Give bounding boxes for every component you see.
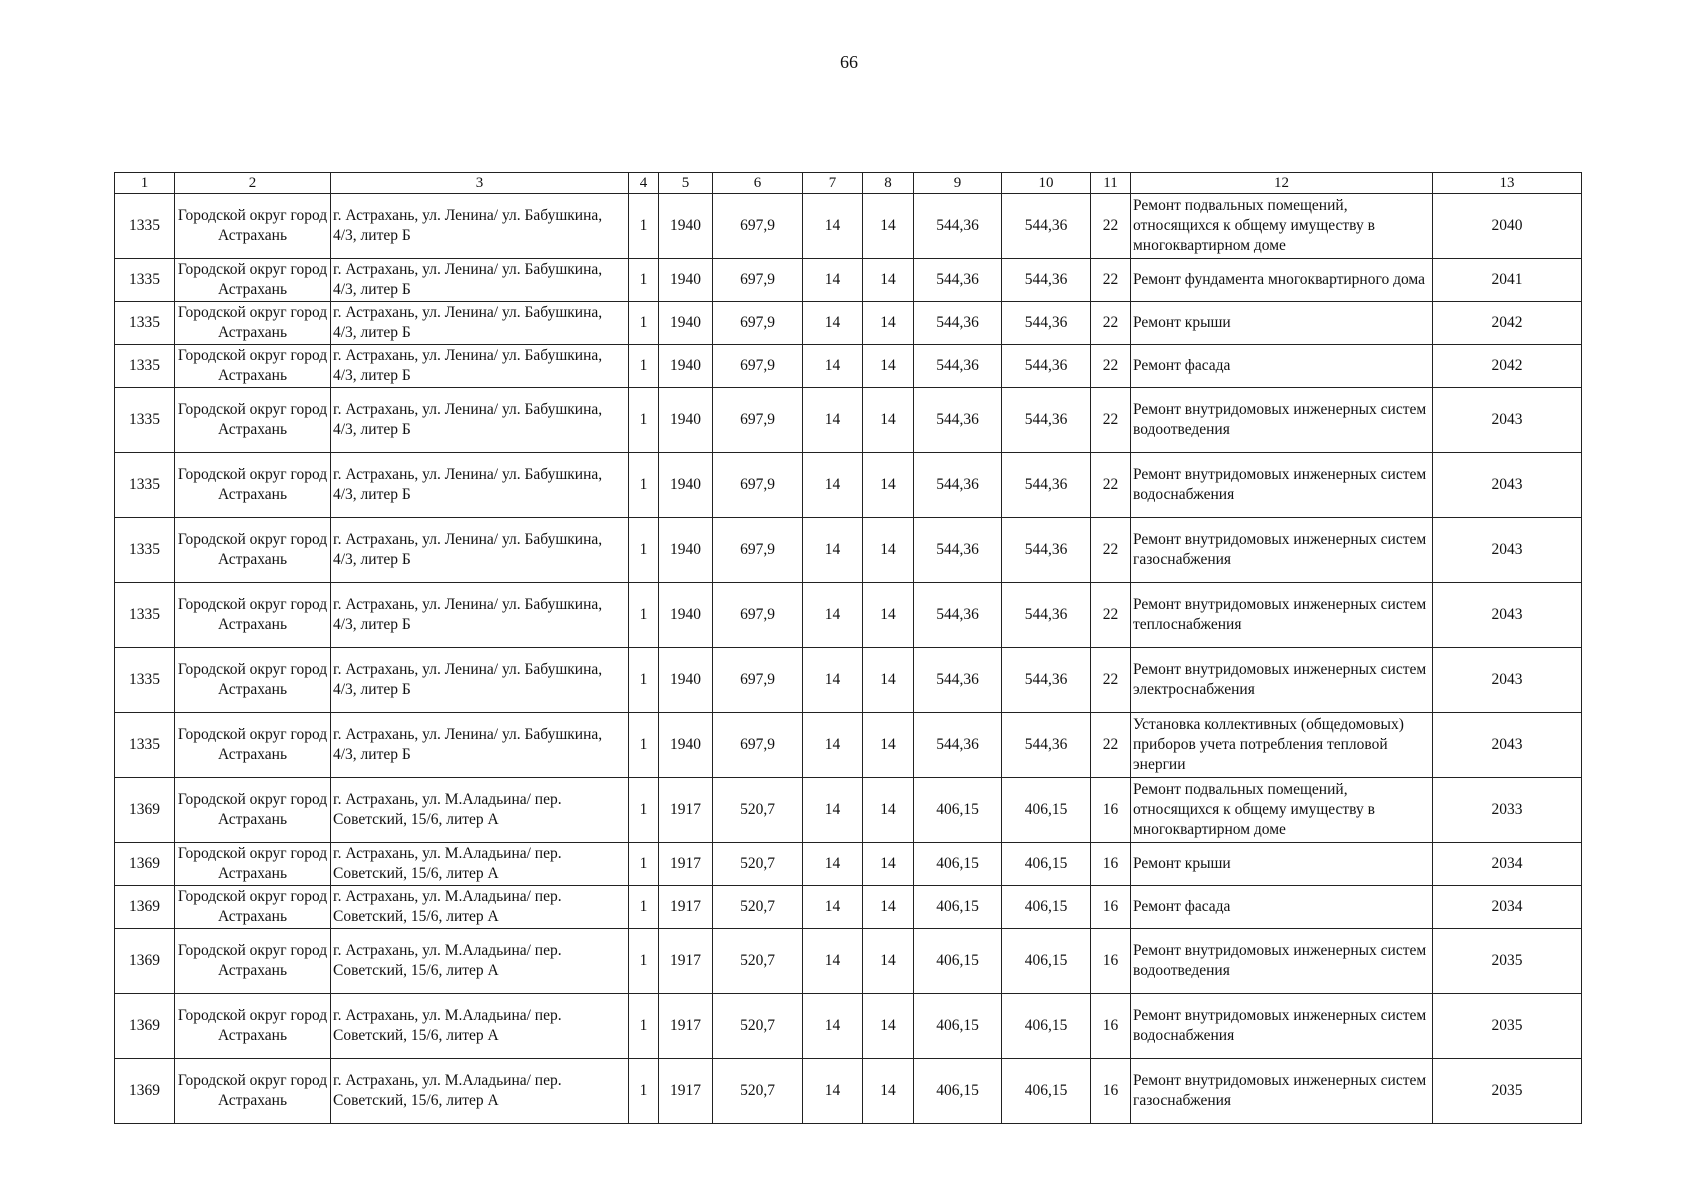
cell-address: г. Астрахань, ул. М.Аладьина/ пер. Советский, 15/6, литер А xyxy=(331,1059,629,1124)
cell-col8: 14 xyxy=(863,302,914,345)
table-row xyxy=(115,194,1582,259)
cell-area-1: 544,36 xyxy=(914,345,1002,388)
cell-area-2: 544,36 xyxy=(1002,518,1091,583)
cell-col4: 1 xyxy=(629,194,659,259)
cell-address: г. Астрахань, ул. Ленина/ ул. Бабушкина, 4/3, литер Б xyxy=(331,648,629,713)
cell-work-type: Ремонт внутридомовых инженерных систем водоснабжения xyxy=(1131,453,1433,518)
cell-municipality: Городской округ город Астрахань xyxy=(175,388,331,453)
cell-municipality: Городской округ город Астрахань xyxy=(175,994,331,1059)
cell-col11: 22 xyxy=(1091,345,1131,388)
cell-col4: 1 xyxy=(629,1059,659,1124)
cell-number: 1335 xyxy=(115,713,175,778)
cell-number: 1335 xyxy=(115,388,175,453)
cell-area-1: 544,36 xyxy=(914,583,1002,648)
cell-col11: 16 xyxy=(1091,843,1131,886)
cell-area-1: 406,15 xyxy=(914,778,1002,843)
cell-total-area: 697,9 xyxy=(713,388,803,453)
cell-number: 1369 xyxy=(115,1059,175,1124)
cell-col11: 22 xyxy=(1091,453,1131,518)
cell-plan-year: 2042 xyxy=(1433,302,1582,345)
cell-col4: 1 xyxy=(629,518,659,583)
cell-col4: 1 xyxy=(629,259,659,302)
cell-year: 1917 xyxy=(659,886,713,929)
column-header-10: 10 xyxy=(1002,173,1091,194)
column-header-11: 11 xyxy=(1091,173,1131,194)
cell-address: г. Астрахань, ул. Ленина/ ул. Бабушкина, 4/3, литер Б xyxy=(331,713,629,778)
column-header-2: 2 xyxy=(175,173,331,194)
table-row xyxy=(115,929,1582,994)
cell-area-1: 544,36 xyxy=(914,302,1002,345)
cell-municipality: Городской округ город Астрахань xyxy=(175,583,331,648)
cell-address: г. Астрахань, ул. Ленина/ ул. Бабушкина, 4/3, литер Б xyxy=(331,345,629,388)
cell-area-2: 544,36 xyxy=(1002,345,1091,388)
cell-plan-year: 2034 xyxy=(1433,843,1582,886)
cell-area-1: 544,36 xyxy=(914,713,1002,778)
column-header-4: 4 xyxy=(629,173,659,194)
cell-col11: 22 xyxy=(1091,302,1131,345)
cell-plan-year: 2043 xyxy=(1433,518,1582,583)
cell-municipality: Городской округ город Астрахань xyxy=(175,453,331,518)
cell-col4: 1 xyxy=(629,886,659,929)
cell-municipality: Городской округ город Астрахань xyxy=(175,1059,331,1124)
cell-plan-year: 2035 xyxy=(1433,1059,1582,1124)
cell-work-type: Ремонт внутридомовых инженерных систем газоснабжения xyxy=(1131,518,1433,583)
cell-col7: 14 xyxy=(803,194,863,259)
cell-area-1: 406,15 xyxy=(914,929,1002,994)
cell-col8: 14 xyxy=(863,648,914,713)
cell-col4: 1 xyxy=(629,929,659,994)
cell-year: 1940 xyxy=(659,259,713,302)
cell-plan-year: 2043 xyxy=(1433,583,1582,648)
cell-col4: 1 xyxy=(629,713,659,778)
cell-col4: 1 xyxy=(629,453,659,518)
column-header-7: 7 xyxy=(803,173,863,194)
cell-area-1: 544,36 xyxy=(914,388,1002,453)
cell-work-type: Ремонт внутридомовых инженерных систем теплоснабжения xyxy=(1131,583,1433,648)
cell-total-area: 697,9 xyxy=(713,302,803,345)
cell-col4: 1 xyxy=(629,302,659,345)
cell-col4: 1 xyxy=(629,843,659,886)
cell-total-area: 697,9 xyxy=(713,453,803,518)
cell-year: 1940 xyxy=(659,194,713,259)
cell-area-1: 406,15 xyxy=(914,886,1002,929)
cell-number: 1369 xyxy=(115,886,175,929)
cell-work-type: Ремонт подвальных помещений, относящихся к общему имуществу в многоквартирном доме xyxy=(1131,194,1433,259)
cell-col7: 14 xyxy=(803,302,863,345)
column-header-8: 8 xyxy=(863,173,914,194)
cell-number: 1335 xyxy=(115,194,175,259)
cell-municipality: Городской округ город Астрахань xyxy=(175,194,331,259)
column-header-5: 5 xyxy=(659,173,713,194)
cell-col7: 14 xyxy=(803,518,863,583)
cell-col4: 1 xyxy=(629,778,659,843)
cell-total-area: 520,7 xyxy=(713,843,803,886)
cell-total-area: 697,9 xyxy=(713,648,803,713)
cell-area-1: 544,36 xyxy=(914,259,1002,302)
column-header-12: 12 xyxy=(1131,173,1433,194)
cell-municipality: Городской округ город Астрахань xyxy=(175,843,331,886)
cell-plan-year: 2035 xyxy=(1433,994,1582,1059)
cell-col7: 14 xyxy=(803,1059,863,1124)
cell-col7: 14 xyxy=(803,994,863,1059)
cell-number: 1335 xyxy=(115,583,175,648)
cell-col7: 14 xyxy=(803,886,863,929)
cell-area-1: 544,36 xyxy=(914,194,1002,259)
cell-year: 1917 xyxy=(659,929,713,994)
cell-work-type: Ремонт фасада xyxy=(1131,345,1433,388)
cell-year: 1940 xyxy=(659,453,713,518)
cell-col11: 22 xyxy=(1091,388,1131,453)
cell-col7: 14 xyxy=(803,648,863,713)
cell-area-1: 544,36 xyxy=(914,648,1002,713)
cell-col8: 14 xyxy=(863,994,914,1059)
cell-col11: 16 xyxy=(1091,1059,1131,1124)
cell-area-2: 544,36 xyxy=(1002,453,1091,518)
cell-col8: 14 xyxy=(863,713,914,778)
cell-work-type: Ремонт крыши xyxy=(1131,843,1433,886)
column-header-9: 9 xyxy=(914,173,1002,194)
cell-work-type: Ремонт фасада xyxy=(1131,886,1433,929)
table-row xyxy=(115,994,1582,1059)
table-row xyxy=(115,778,1582,843)
cell-plan-year: 2043 xyxy=(1433,453,1582,518)
cell-year: 1940 xyxy=(659,518,713,583)
cell-col8: 14 xyxy=(863,259,914,302)
cell-col4: 1 xyxy=(629,583,659,648)
cell-municipality: Городской округ город Астрахань xyxy=(175,929,331,994)
cell-address: г. Астрахань, ул. М.Аладьина/ пер. Советский, 15/6, литер А xyxy=(331,843,629,886)
cell-col11: 16 xyxy=(1091,994,1131,1059)
column-header-3: 3 xyxy=(331,173,629,194)
cell-total-area: 697,9 xyxy=(713,518,803,583)
cell-area-2: 544,36 xyxy=(1002,302,1091,345)
cell-col11: 16 xyxy=(1091,886,1131,929)
cell-col4: 1 xyxy=(629,388,659,453)
cell-area-2: 544,36 xyxy=(1002,194,1091,259)
cell-col11: 22 xyxy=(1091,518,1131,583)
table-row xyxy=(115,388,1582,453)
cell-col7: 14 xyxy=(803,713,863,778)
cell-col8: 14 xyxy=(863,518,914,583)
cell-col11: 16 xyxy=(1091,929,1131,994)
cell-work-type: Ремонт крыши xyxy=(1131,302,1433,345)
cell-col8: 14 xyxy=(863,583,914,648)
cell-work-type: Ремонт внутридомовых инженерных систем электроснабжения xyxy=(1131,648,1433,713)
cell-col8: 14 xyxy=(863,388,914,453)
cell-year: 1940 xyxy=(659,713,713,778)
cell-total-area: 520,7 xyxy=(713,886,803,929)
table-row xyxy=(115,648,1582,713)
cell-col11: 22 xyxy=(1091,194,1131,259)
cell-area-1: 406,15 xyxy=(914,1059,1002,1124)
cell-number: 1335 xyxy=(115,259,175,302)
column-header-1: 1 xyxy=(115,173,175,194)
cell-plan-year: 2033 xyxy=(1433,778,1582,843)
table-row xyxy=(115,518,1582,583)
cell-number: 1335 xyxy=(115,648,175,713)
cell-col11: 16 xyxy=(1091,778,1131,843)
cell-number: 1369 xyxy=(115,929,175,994)
cell-year: 1940 xyxy=(659,345,713,388)
cell-area-1: 544,36 xyxy=(914,518,1002,583)
cell-address: г. Астрахань, ул. Ленина/ ул. Бабушкина, 4/3, литер Б xyxy=(331,259,629,302)
table-row xyxy=(115,453,1582,518)
cell-year: 1940 xyxy=(659,302,713,345)
cell-col8: 14 xyxy=(863,1059,914,1124)
table-row xyxy=(115,886,1582,929)
cell-col8: 14 xyxy=(863,194,914,259)
cell-total-area: 520,7 xyxy=(713,929,803,994)
cell-col4: 1 xyxy=(629,648,659,713)
cell-total-area: 520,7 xyxy=(713,1059,803,1124)
cell-col7: 14 xyxy=(803,259,863,302)
cell-work-type: Ремонт внутридомовых инженерных систем водоотведения xyxy=(1131,929,1433,994)
cell-number: 1369 xyxy=(115,778,175,843)
cell-area-2: 406,15 xyxy=(1002,994,1091,1059)
table-row xyxy=(115,302,1582,345)
cell-col4: 1 xyxy=(629,345,659,388)
cell-area-1: 406,15 xyxy=(914,994,1002,1059)
cell-municipality: Городской округ город Астрахань xyxy=(175,345,331,388)
cell-col4: 1 xyxy=(629,994,659,1059)
cell-municipality: Городской округ город Астрахань xyxy=(175,648,331,713)
cell-year: 1917 xyxy=(659,994,713,1059)
cell-total-area: 697,9 xyxy=(713,345,803,388)
page-number: 66 xyxy=(840,52,858,72)
cell-area-2: 544,36 xyxy=(1002,648,1091,713)
cell-year: 1940 xyxy=(659,388,713,453)
cell-col7: 14 xyxy=(803,843,863,886)
cell-address: г. Астрахань, ул. Ленина/ ул. Бабушкина, 4/3, литер Б xyxy=(331,453,629,518)
cell-area-1: 544,36 xyxy=(914,453,1002,518)
cell-col8: 14 xyxy=(863,453,914,518)
cell-plan-year: 2043 xyxy=(1433,648,1582,713)
cell-address: г. Астрахань, ул. Ленина/ ул. Бабушкина, 4/3, литер Б xyxy=(331,583,629,648)
cell-year: 1917 xyxy=(659,778,713,843)
cell-address: г. Астрахань, ул. М.Аладьина/ пер. Советский, 15/6, литер А xyxy=(331,886,629,929)
cell-year: 1917 xyxy=(659,1059,713,1124)
cell-total-area: 520,7 xyxy=(713,994,803,1059)
cell-area-2: 544,36 xyxy=(1002,583,1091,648)
cell-work-type: Ремонт внутридомовых инженерных систем водоснабжения xyxy=(1131,994,1433,1059)
cell-year: 1940 xyxy=(659,583,713,648)
register-table xyxy=(114,172,1582,1124)
cell-address: г. Астрахань, ул. Ленина/ ул. Бабушкина, 4/3, литер Б xyxy=(331,388,629,453)
header-row xyxy=(115,173,1582,194)
cell-total-area: 697,9 xyxy=(713,259,803,302)
cell-work-type: Установка коллективных (общедомовых) приборов учета потребления тепловой энергии xyxy=(1131,713,1433,778)
cell-work-type: Ремонт внутридомовых инженерных систем газоснабжения xyxy=(1131,1059,1433,1124)
table-row xyxy=(115,713,1582,778)
cell-col7: 14 xyxy=(803,453,863,518)
cell-year: 1917 xyxy=(659,843,713,886)
cell-work-type: Ремонт фундамента многоквартирного дома xyxy=(1131,259,1433,302)
table-row xyxy=(115,345,1582,388)
cell-col11: 22 xyxy=(1091,648,1131,713)
cell-col8: 14 xyxy=(863,778,914,843)
column-header-13: 13 xyxy=(1433,173,1582,194)
cell-municipality: Городской округ город Астрахань xyxy=(175,713,331,778)
cell-area-2: 544,36 xyxy=(1002,259,1091,302)
cell-plan-year: 2043 xyxy=(1433,713,1582,778)
cell-area-2: 544,36 xyxy=(1002,713,1091,778)
cell-col11: 22 xyxy=(1091,583,1131,648)
cell-total-area: 697,9 xyxy=(713,583,803,648)
table-header xyxy=(115,173,1582,194)
table-row xyxy=(115,583,1582,648)
table-row xyxy=(115,1059,1582,1124)
cell-number: 1335 xyxy=(115,345,175,388)
cell-year: 1940 xyxy=(659,648,713,713)
cell-municipality: Городской округ город Астрахань xyxy=(175,518,331,583)
cell-area-1: 406,15 xyxy=(914,843,1002,886)
cell-col7: 14 xyxy=(803,388,863,453)
cell-area-2: 406,15 xyxy=(1002,778,1091,843)
cell-col7: 14 xyxy=(803,583,863,648)
cell-work-type: Ремонт подвальных помещений, относящихся к общему имуществу в многоквартирном доме xyxy=(1131,778,1433,843)
cell-area-2: 406,15 xyxy=(1002,886,1091,929)
column-header-6: 6 xyxy=(713,173,803,194)
cell-plan-year: 2035 xyxy=(1433,929,1582,994)
cell-plan-year: 2041 xyxy=(1433,259,1582,302)
cell-municipality: Городской округ город Астрахань xyxy=(175,778,331,843)
cell-address: г. Астрахань, ул. Ленина/ ул. Бабушкина, 4/3, литер Б xyxy=(331,302,629,345)
cell-total-area: 697,9 xyxy=(713,194,803,259)
cell-col7: 14 xyxy=(803,778,863,843)
cell-col7: 14 xyxy=(803,345,863,388)
table-body xyxy=(115,194,1582,1124)
cell-number: 1335 xyxy=(115,518,175,583)
cell-col7: 14 xyxy=(803,929,863,994)
cell-col8: 14 xyxy=(863,345,914,388)
cell-work-type: Ремонт внутридомовых инженерных систем водоотведения xyxy=(1131,388,1433,453)
cell-municipality: Городской округ город Астрахань xyxy=(175,302,331,345)
cell-col8: 14 xyxy=(863,886,914,929)
cell-plan-year: 2042 xyxy=(1433,345,1582,388)
cell-address: г. Астрахань, ул. Ленина/ ул. Бабушкина, 4/3, литер Б xyxy=(331,518,629,583)
cell-municipality: Городской округ город Астрахань xyxy=(175,886,331,929)
cell-col8: 14 xyxy=(863,843,914,886)
table-row xyxy=(115,259,1582,302)
cell-number: 1369 xyxy=(115,994,175,1059)
cell-col11: 22 xyxy=(1091,259,1131,302)
cell-number: 1369 xyxy=(115,843,175,886)
cell-plan-year: 2043 xyxy=(1433,388,1582,453)
cell-address: г. Астрахань, ул. Ленина/ ул. Бабушкина, 4/3, литер Б xyxy=(331,194,629,259)
cell-area-2: 406,15 xyxy=(1002,929,1091,994)
cell-number: 1335 xyxy=(115,302,175,345)
cell-total-area: 697,9 xyxy=(713,713,803,778)
cell-address: г. Астрахань, ул. М.Аладьина/ пер. Советский, 15/6, литер А xyxy=(331,929,629,994)
cell-plan-year: 2040 xyxy=(1433,194,1582,259)
cell-address: г. Астрахань, ул. М.Аладьина/ пер. Советский, 15/6, литер А xyxy=(331,994,629,1059)
cell-area-2: 544,36 xyxy=(1002,388,1091,453)
cell-col11: 22 xyxy=(1091,713,1131,778)
table-row xyxy=(115,843,1582,886)
cell-area-2: 406,15 xyxy=(1002,1059,1091,1124)
cell-municipality: Городской округ город Астрахань xyxy=(175,259,331,302)
cell-address: г. Астрахань, ул. М.Аладьина/ пер. Советский, 15/6, литер А xyxy=(331,778,629,843)
cell-col8: 14 xyxy=(863,929,914,994)
cell-number: 1335 xyxy=(115,453,175,518)
cell-area-2: 406,15 xyxy=(1002,843,1091,886)
cell-plan-year: 2034 xyxy=(1433,886,1582,929)
cell-total-area: 520,7 xyxy=(713,778,803,843)
